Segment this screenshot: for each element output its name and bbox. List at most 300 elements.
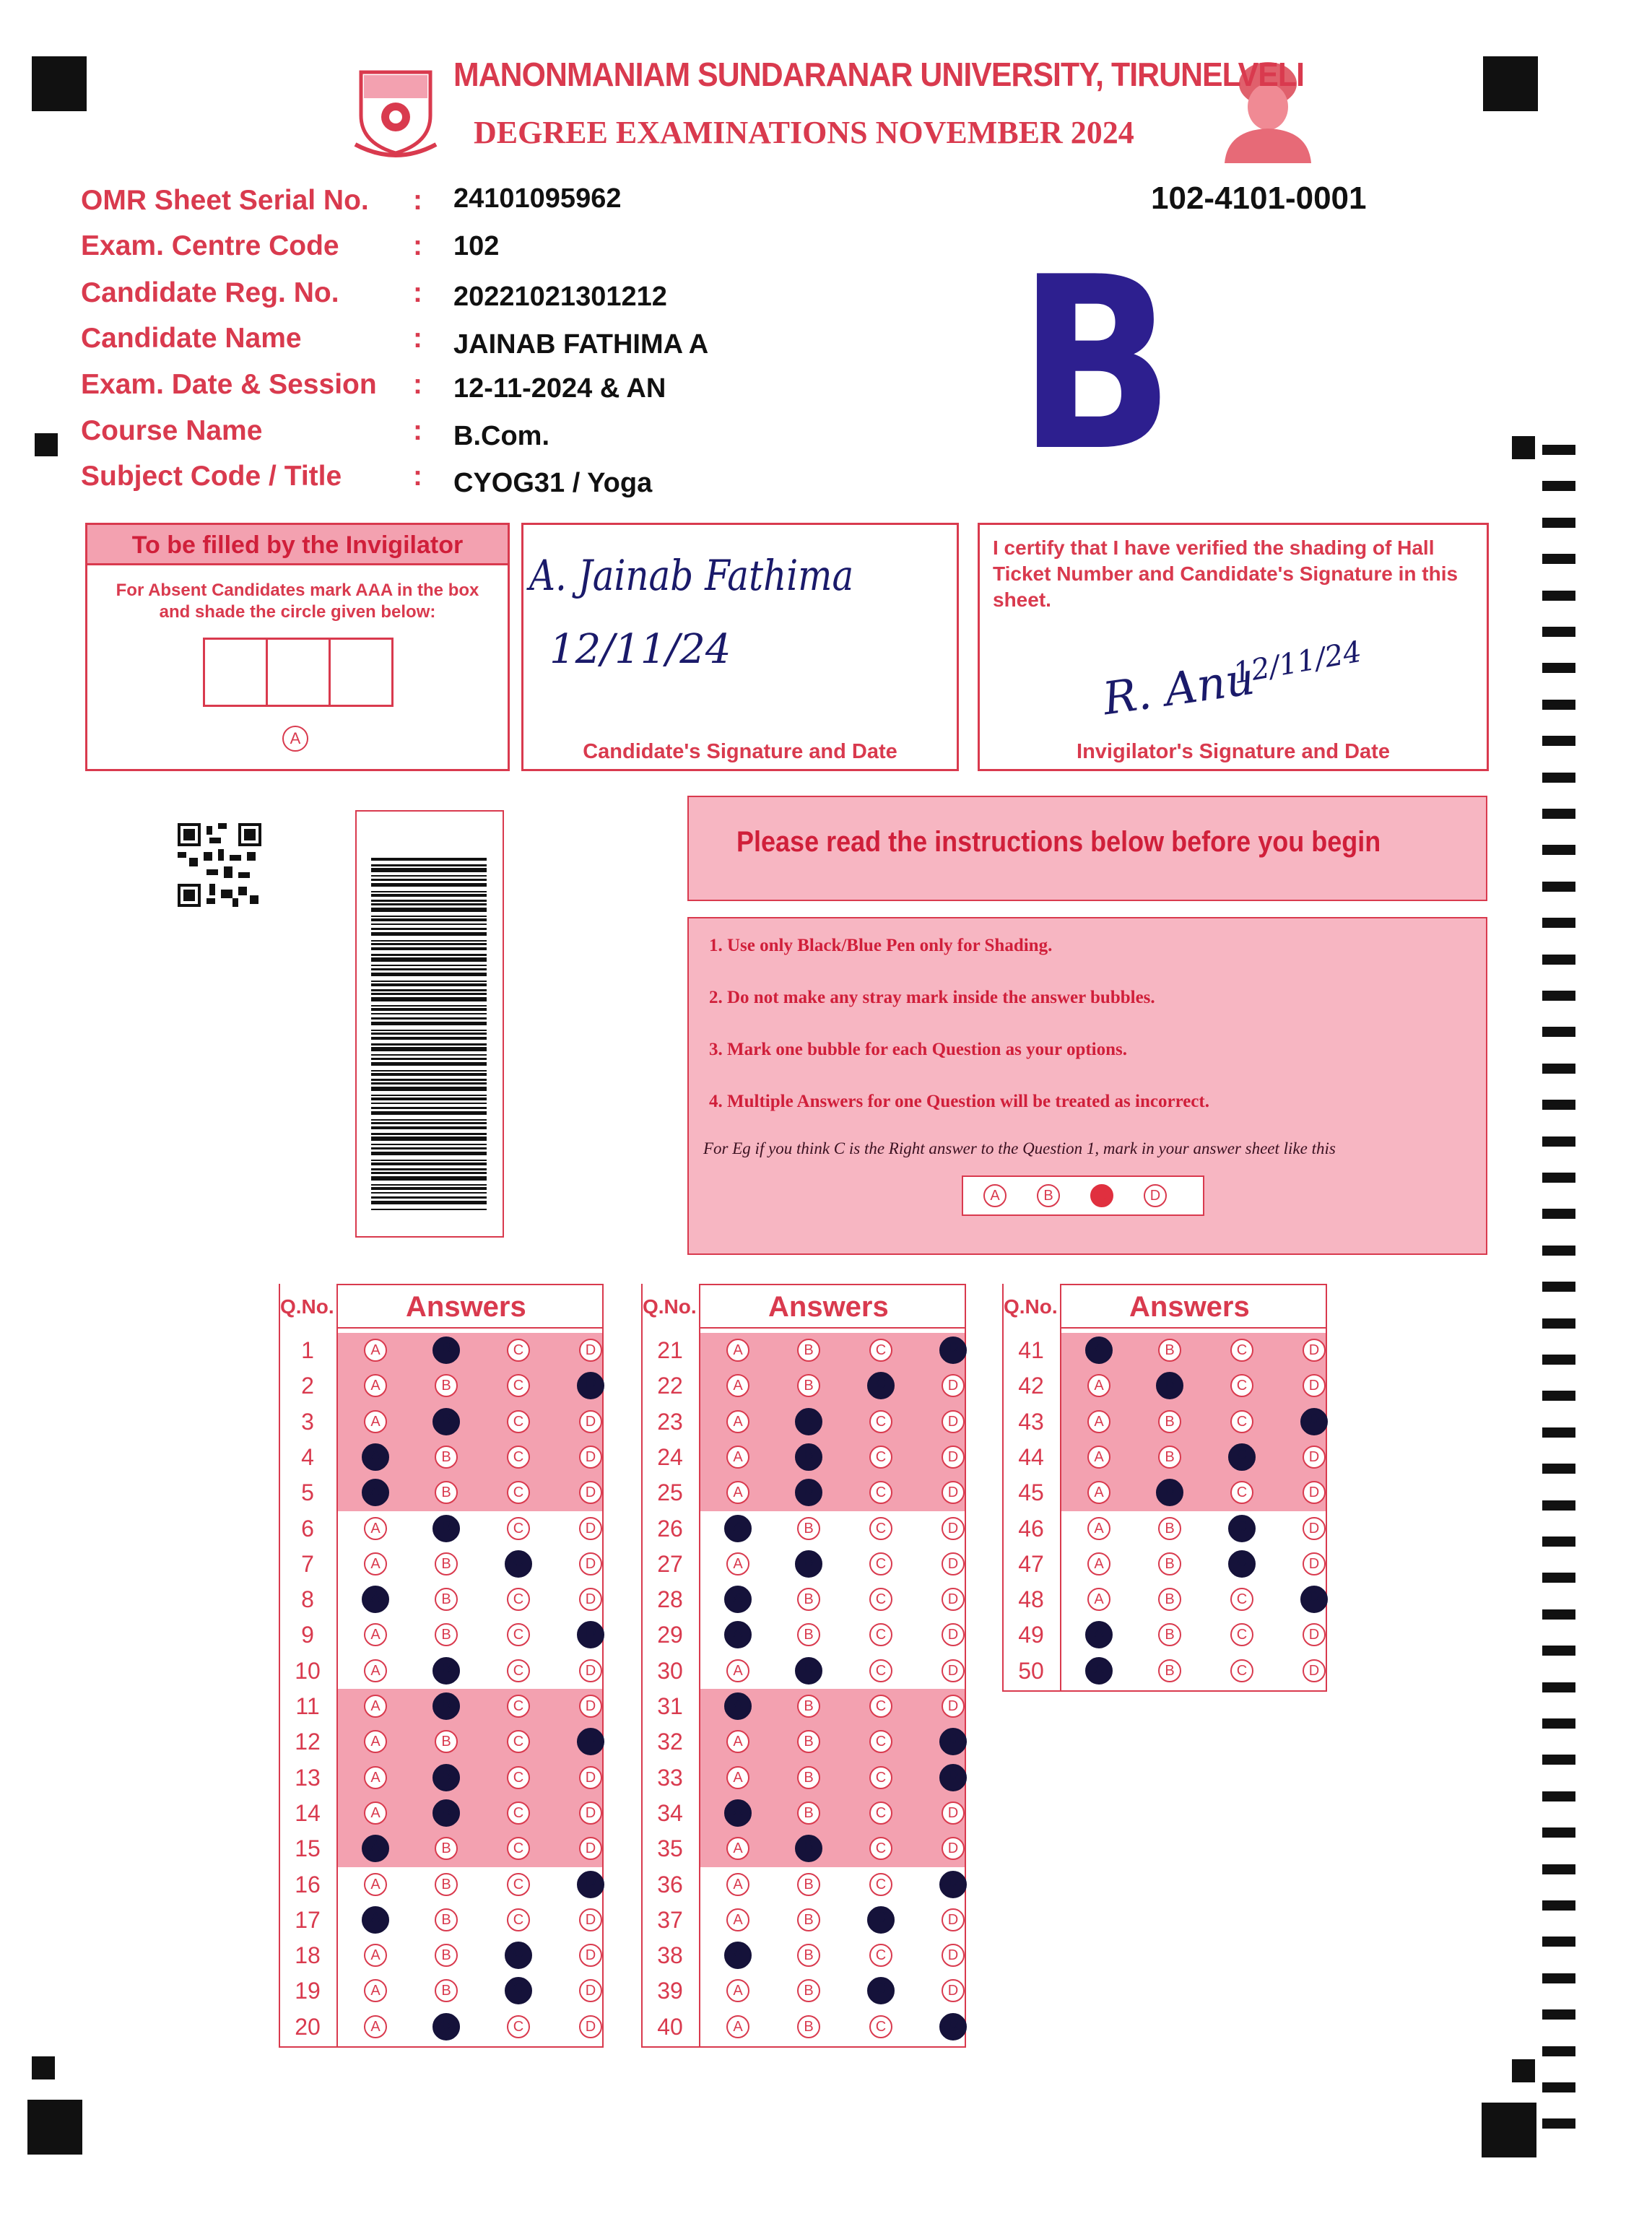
timing-mark bbox=[1542, 1573, 1575, 1583]
answer-bubble-q23-c[interactable]: C bbox=[869, 1410, 892, 1433]
answer-bubble-q36-d[interactable]: D bbox=[939, 1871, 967, 1898]
answer-bubble-q30-d[interactable]: D bbox=[942, 1659, 965, 1682]
answer-bubble-q4-c[interactable]: C bbox=[507, 1446, 530, 1469]
side-mark-left bbox=[35, 433, 58, 456]
barcode-bar bbox=[371, 1070, 487, 1072]
answer-bubble-q34-a[interactable]: A bbox=[724, 1799, 752, 1827]
barcode-bar bbox=[371, 1082, 487, 1085]
answer-bubble-q13-d[interactable]: D bbox=[579, 1766, 602, 1789]
answer-bubble-q5-d[interactable]: D bbox=[579, 1481, 602, 1504]
answer-bubble-q2-b[interactable]: B bbox=[435, 1374, 458, 1397]
answer-bubble-q17-c[interactable]: C bbox=[507, 1908, 530, 1931]
answer-bubble-q46-b[interactable]: B bbox=[1158, 1517, 1181, 1540]
absent-mark-boxes[interactable] bbox=[203, 638, 394, 707]
answer-bubble-q12-d[interactable]: D bbox=[577, 1728, 604, 1755]
answer-bubble-q42-d[interactable]: D bbox=[1303, 1374, 1326, 1397]
barcode-bar bbox=[371, 858, 487, 861]
answer-bubble-q31-b[interactable]: B bbox=[797, 1695, 820, 1718]
candidate-signature-box bbox=[521, 523, 959, 771]
answer-bubble-q36-b[interactable]: B bbox=[797, 1873, 820, 1896]
answer-bubble-q14-a[interactable]: A bbox=[364, 1801, 387, 1825]
answer-bubble-q46-a[interactable]: A bbox=[1087, 1517, 1110, 1540]
answer-bubble-q13-b[interactable]: B bbox=[432, 1764, 460, 1791]
answer-bubble-q2-c[interactable]: C bbox=[507, 1374, 530, 1397]
instruction-2: 2. Do not make any stray mark inside the answer bubbles. bbox=[709, 988, 1155, 1007]
answer-bubble-q21-d[interactable]: D bbox=[939, 1336, 967, 1364]
answer-bubble-q10-d[interactable]: D bbox=[579, 1659, 602, 1682]
answer-bubble-q21-c[interactable]: C bbox=[869, 1339, 892, 1362]
answer-bubble-q34-c[interactable]: C bbox=[869, 1801, 892, 1825]
answer-bubble-q36-c[interactable]: C bbox=[869, 1873, 892, 1896]
answers-header: Answers bbox=[768, 1291, 889, 1323]
answer-bubble-q14-b[interactable]: B bbox=[432, 1799, 460, 1827]
answer-bubble-q48-c[interactable]: C bbox=[1230, 1588, 1253, 1611]
answer-bubble-q15-c[interactable]: C bbox=[507, 1837, 530, 1860]
question-number: 7 bbox=[301, 1550, 314, 1577]
field-colon: : bbox=[413, 369, 422, 400]
question-number: 47 bbox=[1018, 1550, 1044, 1577]
answer-bubble-q32-c[interactable]: C bbox=[869, 1730, 892, 1753]
answer-bubble-q5-b[interactable]: B bbox=[435, 1481, 458, 1504]
question-number: 32 bbox=[657, 1729, 683, 1755]
answer-bubble-q28-a[interactable]: A bbox=[724, 1586, 752, 1613]
answer-bubble-q1-a[interactable]: A bbox=[364, 1339, 387, 1362]
field-colon: : bbox=[413, 230, 422, 261]
answer-bubble-q38-b[interactable]: B bbox=[797, 1944, 820, 1967]
answer-bubble-q12-c[interactable]: C bbox=[507, 1730, 530, 1753]
answer-bubble-q42-c[interactable]: C bbox=[1230, 1374, 1253, 1397]
barcode-bar bbox=[371, 973, 487, 976]
answer-bubble-q24-b[interactable]: B bbox=[795, 1443, 822, 1471]
qno-header: Q.No. bbox=[1004, 1295, 1058, 1318]
answer-bubble-q16-b[interactable]: B bbox=[435, 1873, 458, 1896]
answer-bubble-q39-d[interactable]: D bbox=[942, 1979, 965, 2002]
answer-bubble-q4-b[interactable]: B bbox=[435, 1446, 458, 1469]
timing-mark bbox=[1542, 1209, 1575, 1219]
question-number: 31 bbox=[657, 1693, 683, 1719]
answer-bubble-q44-b[interactable]: B bbox=[1158, 1446, 1181, 1469]
barcode-bar bbox=[371, 1187, 487, 1190]
qno-header: Q.No. bbox=[643, 1295, 697, 1318]
answer-bubble-q4-d[interactable]: D bbox=[579, 1446, 602, 1469]
timing-mark bbox=[1542, 1427, 1575, 1438]
answer-bubble-q37-d[interactable]: D bbox=[942, 1908, 965, 1931]
answer-bubble-q26-c[interactable]: C bbox=[869, 1517, 892, 1540]
question-number: 33 bbox=[657, 1764, 683, 1791]
answer-bubble-q33-d[interactable]: D bbox=[939, 1764, 967, 1791]
barcode-bar bbox=[371, 1111, 487, 1115]
barcode-bar bbox=[371, 894, 487, 897]
answer-bubble-q22-b[interactable]: B bbox=[797, 1374, 820, 1397]
answer-bubble-q36-a[interactable]: A bbox=[726, 1873, 749, 1896]
answer-bubble-q23-a[interactable]: A bbox=[726, 1410, 749, 1433]
sheet-code: 102-4101-0001 bbox=[1151, 181, 1367, 216]
answer-bubble-q2-a[interactable]: A bbox=[364, 1374, 387, 1397]
timing-mark bbox=[1542, 809, 1575, 819]
answer-bubble-q40-b[interactable]: B bbox=[797, 2015, 820, 2038]
answer-bubble-q47-a[interactable]: A bbox=[1087, 1552, 1110, 1575]
barcode-bar bbox=[371, 916, 487, 917]
answer-bubble-q48-a[interactable]: A bbox=[1087, 1588, 1110, 1611]
answer-bubble-q37-b[interactable]: B bbox=[797, 1908, 820, 1931]
instructions-heading-box bbox=[687, 796, 1487, 901]
answer-bubble-q9-c[interactable]: C bbox=[507, 1623, 530, 1646]
answer-bubble-q2-d[interactable]: D bbox=[577, 1372, 604, 1399]
answer-bubble-q43-c[interactable]: C bbox=[1230, 1410, 1253, 1433]
answer-bubble-q3-c[interactable]: C bbox=[507, 1410, 530, 1433]
answer-bubble-q8-a[interactable]: A bbox=[362, 1586, 389, 1613]
answer-bubble-q38-a[interactable]: A bbox=[724, 1942, 752, 1969]
timing-mark bbox=[1542, 700, 1575, 710]
side-mark-right bbox=[1512, 436, 1535, 459]
timing-mark bbox=[1542, 736, 1575, 746]
answer-bubble-q47-d[interactable]: D bbox=[1303, 1552, 1326, 1575]
answer-bubble-q38-d[interactable]: D bbox=[942, 1944, 965, 1967]
question-number: 14 bbox=[295, 1799, 321, 1826]
timing-mark bbox=[1542, 1537, 1575, 1547]
question-number: 13 bbox=[295, 1764, 321, 1791]
barcode-bar bbox=[371, 1168, 487, 1170]
answer-bubble-q44-a[interactable]: A bbox=[1087, 1446, 1110, 1469]
timing-mark bbox=[1542, 1864, 1575, 1874]
timing-mark bbox=[1542, 2009, 1575, 2020]
question-number: 27 bbox=[657, 1550, 683, 1577]
answer-bubble-q47-c[interactable]: C bbox=[1228, 1550, 1256, 1578]
answer-bubble-q10-a[interactable]: A bbox=[364, 1659, 387, 1682]
timing-mark bbox=[1542, 882, 1575, 892]
answer-bubble-q4-a[interactable]: A bbox=[362, 1443, 389, 1471]
answer-bubble-q18-b[interactable]: B bbox=[435, 1944, 458, 1967]
answer-bubble-q32-b[interactable]: B bbox=[797, 1730, 820, 1753]
answer-bubble-q49-c[interactable]: C bbox=[1230, 1623, 1253, 1646]
barcode-bar bbox=[371, 1013, 487, 1014]
answer-bubble-q17-a[interactable]: A bbox=[362, 1906, 389, 1934]
answer-bubble-q47-b[interactable]: B bbox=[1158, 1552, 1181, 1575]
answer-bubble-q12-b[interactable]: B bbox=[435, 1730, 458, 1753]
answer-bubble-q24-a[interactable]: A bbox=[726, 1446, 749, 1469]
answer-bubble-q17-b[interactable]: B bbox=[435, 1908, 458, 1931]
timing-mark bbox=[1542, 445, 1575, 455]
answer-bubble-q39-c[interactable]: C bbox=[867, 1977, 895, 2004]
answer-bubble-q28-d[interactable]: D bbox=[942, 1588, 965, 1611]
answer-bubble-q29-d[interactable]: D bbox=[942, 1623, 965, 1646]
answer-bubble-q7-b[interactable]: B bbox=[435, 1552, 458, 1575]
answer-bubble-q30-b[interactable]: B bbox=[795, 1657, 822, 1685]
answer-bubble-q19-d[interactable]: D bbox=[579, 1979, 602, 2002]
answer-bubble-q16-c[interactable]: C bbox=[507, 1873, 530, 1896]
answer-bubble-q27-c[interactable]: C bbox=[869, 1552, 892, 1575]
answer-bubble-q35-c[interactable]: C bbox=[869, 1837, 892, 1860]
answer-bubble-q15-b[interactable]: B bbox=[435, 1837, 458, 1860]
field-label-date: Exam. Date & Session bbox=[81, 369, 377, 400]
answer-bubble-q35-a[interactable]: A bbox=[726, 1837, 749, 1860]
answer-bubble-q30-c[interactable]: C bbox=[869, 1659, 892, 1682]
answer-bubble-q49-a[interactable]: A bbox=[1085, 1621, 1113, 1648]
barcode-bar bbox=[371, 968, 487, 970]
invigilator-signature-caption: Invigilator's Signature and Date bbox=[1077, 740, 1390, 763]
barcode-bar bbox=[371, 1136, 487, 1141]
answer-bubble-q3-d[interactable]: D bbox=[579, 1410, 602, 1433]
answer-bubble-q19-c[interactable]: C bbox=[505, 1977, 532, 2004]
answer-bubble-q32-a[interactable]: A bbox=[726, 1730, 749, 1753]
answer-bubble-q24-c[interactable]: C bbox=[869, 1446, 892, 1469]
answer-bubble-q34-d[interactable]: D bbox=[942, 1801, 965, 1825]
timing-mark bbox=[1542, 1755, 1575, 1765]
answer-bubble-q9-a[interactable]: A bbox=[364, 1623, 387, 1646]
answer-bubble-q22-c[interactable]: C bbox=[867, 1372, 895, 1399]
answer-bubble-q10-c[interactable]: C bbox=[507, 1659, 530, 1682]
answer-bubble-q6-b[interactable]: B bbox=[432, 1515, 460, 1542]
answer-bubble-q41-d[interactable]: D bbox=[1303, 1339, 1326, 1362]
answer-bubble-q18-d[interactable]: D bbox=[579, 1944, 602, 1967]
answer-bubble-q45-b[interactable]: B bbox=[1156, 1479, 1183, 1506]
answer-bubble-q16-a[interactable]: A bbox=[364, 1873, 387, 1896]
question-number: 15 bbox=[295, 1835, 321, 1862]
answer-bubble-q26-b[interactable]: B bbox=[797, 1517, 820, 1540]
timing-mark bbox=[1542, 773, 1575, 783]
absent-circle[interactable]: A bbox=[282, 726, 308, 752]
answer-bubble-q1-c[interactable]: C bbox=[507, 1339, 530, 1362]
answer-bubble-q9-d[interactable]: D bbox=[577, 1621, 604, 1648]
question-number: 9 bbox=[301, 1622, 314, 1648]
question-number: 22 bbox=[657, 1373, 683, 1399]
answer-bubble-q25-a[interactable]: A bbox=[726, 1481, 749, 1504]
timing-mark bbox=[1542, 1464, 1575, 1474]
answer-bubble-q31-a[interactable]: A bbox=[724, 1692, 752, 1720]
answer-bubble-q25-d[interactable]: D bbox=[942, 1481, 965, 1504]
answer-bubble-q23-b[interactable]: B bbox=[795, 1408, 822, 1435]
answer-bubble-q21-b[interactable]: B bbox=[797, 1339, 820, 1362]
answer-bubble-q44-d[interactable]: D bbox=[1303, 1446, 1326, 1469]
answer-bubble-q8-c[interactable]: C bbox=[507, 1588, 530, 1611]
answer-bubble-q19-b[interactable]: B bbox=[435, 1979, 458, 2002]
answer-bubble-q27-d[interactable]: D bbox=[942, 1552, 965, 1575]
answer-bubble-q39-a[interactable]: A bbox=[726, 1979, 749, 2002]
answer-bubble-q15-d[interactable]: D bbox=[579, 1837, 602, 1860]
answer-bubble-q34-b[interactable]: B bbox=[797, 1801, 820, 1825]
answer-bubble-q3-b[interactable]: B bbox=[432, 1408, 460, 1435]
answer-bubble-q33-b[interactable]: B bbox=[797, 1766, 820, 1789]
answer-bubble-q11-a[interactable]: A bbox=[364, 1695, 387, 1718]
qno-divider bbox=[336, 1284, 338, 2048]
answer-bubble-q22-d[interactable]: D bbox=[942, 1374, 965, 1397]
answer-bubble-q29-a[interactable]: A bbox=[724, 1621, 752, 1648]
timing-mark bbox=[1542, 1718, 1575, 1729]
corner-mark-top-left bbox=[32, 56, 87, 111]
question-number: 30 bbox=[657, 1657, 683, 1684]
barcode-bar bbox=[371, 1160, 487, 1161]
question-number: 50 bbox=[1018, 1657, 1044, 1684]
answer-bubble-q8-b[interactable]: B bbox=[435, 1588, 458, 1611]
answer-bubble-q12-a[interactable]: A bbox=[364, 1730, 387, 1753]
question-number: 11 bbox=[295, 1693, 320, 1719]
barcode-bar bbox=[371, 983, 487, 986]
field-value-centre: 102 bbox=[453, 231, 500, 261]
answer-bubble-q5-a[interactable]: A bbox=[362, 1479, 389, 1506]
example-bubble-a: A bbox=[983, 1184, 1007, 1207]
answer-bubble-q50-a[interactable]: A bbox=[1085, 1657, 1113, 1685]
answer-bubble-q11-b[interactable]: B bbox=[432, 1692, 460, 1720]
question-number: 34 bbox=[657, 1799, 683, 1826]
barcode-bar bbox=[371, 928, 487, 930]
answer-bubble-q50-c[interactable]: C bbox=[1230, 1659, 1253, 1682]
answer-bubble-q11-c[interactable]: C bbox=[507, 1695, 530, 1718]
instruction-4: 4. Multiple Answers for one Question will be treated as incorrect. bbox=[709, 1092, 1209, 1111]
instructions-heading: Please read the instructions below before you begin bbox=[736, 826, 1381, 858]
answer-bubble-q10-b[interactable]: B bbox=[432, 1657, 460, 1685]
barcode-bar bbox=[371, 1103, 487, 1104]
answer-bubble-q15-a[interactable]: A bbox=[362, 1835, 389, 1862]
answer-bubble-q33-c[interactable]: C bbox=[869, 1766, 892, 1789]
answer-bubble-q14-c[interactable]: C bbox=[507, 1801, 530, 1825]
answer-bubble-q41-c[interactable]: C bbox=[1230, 1339, 1253, 1362]
field-label-course: Course Name bbox=[81, 415, 263, 446]
answer-bubble-q7-d[interactable]: D bbox=[579, 1552, 602, 1575]
answer-bubble-q18-a[interactable]: A bbox=[364, 1944, 387, 1967]
answer-bubble-q6-a[interactable]: A bbox=[364, 1517, 387, 1540]
barcode-bar bbox=[371, 1058, 487, 1060]
answer-bubble-q30-a[interactable]: A bbox=[726, 1659, 749, 1682]
example-bubble-c: C bbox=[1090, 1184, 1113, 1207]
barcode-bar bbox=[371, 1144, 487, 1145]
answer-bubble-q37-a[interactable]: A bbox=[726, 1908, 749, 1931]
timing-mark bbox=[1542, 1391, 1575, 1401]
answer-bubble-q1-b[interactable]: B bbox=[432, 1336, 460, 1364]
barcode-bar bbox=[371, 883, 487, 887]
timing-mark bbox=[1542, 2118, 1575, 2129]
answer-bubble-q19-a[interactable]: A bbox=[364, 1979, 387, 2002]
answer-bubble-q25-b[interactable]: B bbox=[795, 1479, 822, 1506]
answer-bubble-q11-d[interactable]: D bbox=[579, 1695, 602, 1718]
field-value-subject: CYOG31 / Yoga bbox=[453, 468, 653, 498]
answer-bubble-q9-b[interactable]: B bbox=[435, 1623, 458, 1646]
answer-bubble-q20-b[interactable]: B bbox=[432, 2013, 460, 2040]
timing-mark bbox=[1542, 1646, 1575, 1656]
barcode-bar bbox=[371, 1201, 487, 1204]
answer-bubble-q39-b[interactable]: B bbox=[797, 1979, 820, 2002]
side-mark-bottom-right bbox=[1512, 2059, 1535, 2082]
answer-bubble-q50-b[interactable]: B bbox=[1158, 1659, 1181, 1682]
answer-bubble-q46-d[interactable]: D bbox=[1303, 1517, 1326, 1540]
field-label-reg: Candidate Reg. No. bbox=[81, 277, 339, 308]
answer-bubble-q49-b[interactable]: B bbox=[1158, 1623, 1181, 1646]
answer-bubble-q29-b[interactable]: B bbox=[797, 1623, 820, 1646]
answer-bubble-q20-c[interactable]: C bbox=[507, 2015, 530, 2038]
answer-bubble-q40-a[interactable]: A bbox=[726, 2015, 749, 2038]
answer-bubble-q17-d[interactable]: D bbox=[579, 1908, 602, 1931]
answer-bubble-q20-a[interactable]: A bbox=[364, 2015, 387, 2038]
answer-bubble-q27-a[interactable]: A bbox=[726, 1552, 749, 1575]
answer-bubble-q7-c[interactable]: C bbox=[505, 1550, 532, 1578]
answer-bubble-q3-a[interactable]: A bbox=[364, 1410, 387, 1433]
answer-bubble-q27-b[interactable]: B bbox=[795, 1550, 822, 1578]
timing-mark bbox=[1542, 845, 1575, 855]
answer-bubble-q6-d[interactable]: D bbox=[579, 1517, 602, 1540]
question-number: 25 bbox=[657, 1479, 683, 1506]
answer-bubble-q24-d[interactable]: D bbox=[942, 1446, 965, 1469]
barcode-bar bbox=[371, 903, 487, 905]
answer-bubble-q26-a[interactable]: A bbox=[724, 1515, 752, 1542]
answer-bubble-q20-d[interactable]: D bbox=[579, 2015, 602, 2038]
timing-mark bbox=[1542, 1064, 1575, 1074]
answer-bubble-q6-c[interactable]: C bbox=[507, 1517, 530, 1540]
field-colon: : bbox=[413, 277, 422, 308]
question-number: 43 bbox=[1018, 1408, 1044, 1435]
field-colon: : bbox=[413, 185, 422, 216]
answer-bubble-q23-d[interactable]: D bbox=[942, 1410, 965, 1433]
answer-bubble-q40-c[interactable]: C bbox=[869, 2015, 892, 2038]
question-number: 1 bbox=[301, 1337, 314, 1363]
qno-divider bbox=[1060, 1284, 1061, 1692]
timing-mark bbox=[1542, 518, 1575, 528]
answer-bubble-q42-b[interactable]: B bbox=[1156, 1372, 1183, 1399]
answer-bubble-q49-d[interactable]: D bbox=[1303, 1623, 1326, 1646]
answer-bubble-q29-c[interactable]: C bbox=[869, 1623, 892, 1646]
answer-bubble-q45-a[interactable]: A bbox=[1087, 1481, 1110, 1504]
answer-bubble-q50-d[interactable]: D bbox=[1303, 1659, 1326, 1682]
question-number: 3 bbox=[301, 1408, 314, 1435]
answer-bubble-q31-d[interactable]: D bbox=[942, 1695, 965, 1718]
answer-bubble-q48-d[interactable]: D bbox=[1300, 1586, 1328, 1613]
answer-bubble-q41-b[interactable]: B bbox=[1158, 1339, 1181, 1362]
answer-bubble-q41-a[interactable]: A bbox=[1085, 1336, 1113, 1364]
answer-bubble-q38-c[interactable]: C bbox=[869, 1944, 892, 1967]
invigilator-box-header: To be filled by the Invigilator bbox=[87, 525, 508, 565]
answer-bubble-q45-c[interactable]: C bbox=[1230, 1481, 1253, 1504]
answer-bubble-q37-c[interactable]: C bbox=[867, 1906, 895, 1934]
answer-bubble-q35-b[interactable]: B bbox=[795, 1835, 822, 1862]
answer-bubble-q28-c[interactable]: C bbox=[869, 1588, 892, 1611]
barcode-bar bbox=[371, 908, 487, 912]
answer-bubble-q28-b[interactable]: B bbox=[797, 1588, 820, 1611]
answer-bubble-q13-a[interactable]: A bbox=[364, 1766, 387, 1789]
field-value-reg: 20221021301212 bbox=[453, 282, 667, 312]
answer-bubble-q35-d[interactable]: D bbox=[942, 1837, 965, 1860]
answer-bubble-q25-c[interactable]: C bbox=[869, 1481, 892, 1504]
answer-bubble-q40-d[interactable]: D bbox=[939, 2013, 967, 2040]
answer-bubble-q32-d[interactable]: D bbox=[939, 1728, 967, 1755]
answer-bubble-q8-d[interactable]: D bbox=[579, 1588, 602, 1611]
timing-mark bbox=[1542, 1973, 1575, 1983]
answer-bubble-q33-a[interactable]: A bbox=[726, 1766, 749, 1789]
answer-bubble-q48-b[interactable]: B bbox=[1158, 1588, 1181, 1611]
answer-bubble-q1-d[interactable]: D bbox=[579, 1339, 602, 1362]
answer-bubble-q16-d[interactable]: D bbox=[577, 1871, 604, 1898]
university-title: MANONMANIAM SUNDARANAR UNIVERSITY, TIRUNELVELI bbox=[453, 56, 1305, 93]
answer-bubble-q22-a[interactable]: A bbox=[726, 1374, 749, 1397]
answer-bubble-q31-c[interactable]: C bbox=[869, 1695, 892, 1718]
answer-bubble-q14-d[interactable]: D bbox=[579, 1801, 602, 1825]
answer-bubble-q43-d[interactable]: D bbox=[1300, 1408, 1328, 1435]
answer-bubble-q42-a[interactable]: A bbox=[1087, 1374, 1110, 1397]
answer-bubble-q7-a[interactable]: A bbox=[364, 1552, 387, 1575]
timing-mark bbox=[1542, 1609, 1575, 1620]
answer-bubble-q26-d[interactable]: D bbox=[942, 1517, 965, 1540]
answer-bubble-q43-b[interactable]: B bbox=[1158, 1410, 1181, 1433]
candidate-signature-caption: Candidate's Signature and Date bbox=[583, 740, 897, 763]
answer-bubble-q18-c[interactable]: C bbox=[505, 1942, 532, 1969]
field-label-serial: OMR Sheet Serial No. bbox=[81, 185, 369, 216]
timing-mark bbox=[1542, 481, 1575, 491]
question-number: 44 bbox=[1018, 1443, 1044, 1470]
answer-bubble-q21-a[interactable]: A bbox=[726, 1339, 749, 1362]
answer-bubble-q46-c[interactable]: C bbox=[1228, 1515, 1256, 1542]
answer-bubble-q13-c[interactable]: C bbox=[507, 1766, 530, 1789]
answer-bubble-q44-c[interactable]: C bbox=[1228, 1443, 1256, 1471]
answer-bubble-q43-a[interactable]: A bbox=[1087, 1410, 1110, 1433]
answer-bubble-q5-c[interactable]: C bbox=[507, 1481, 530, 1504]
answer-bubble-q45-d[interactable]: D bbox=[1303, 1481, 1326, 1504]
